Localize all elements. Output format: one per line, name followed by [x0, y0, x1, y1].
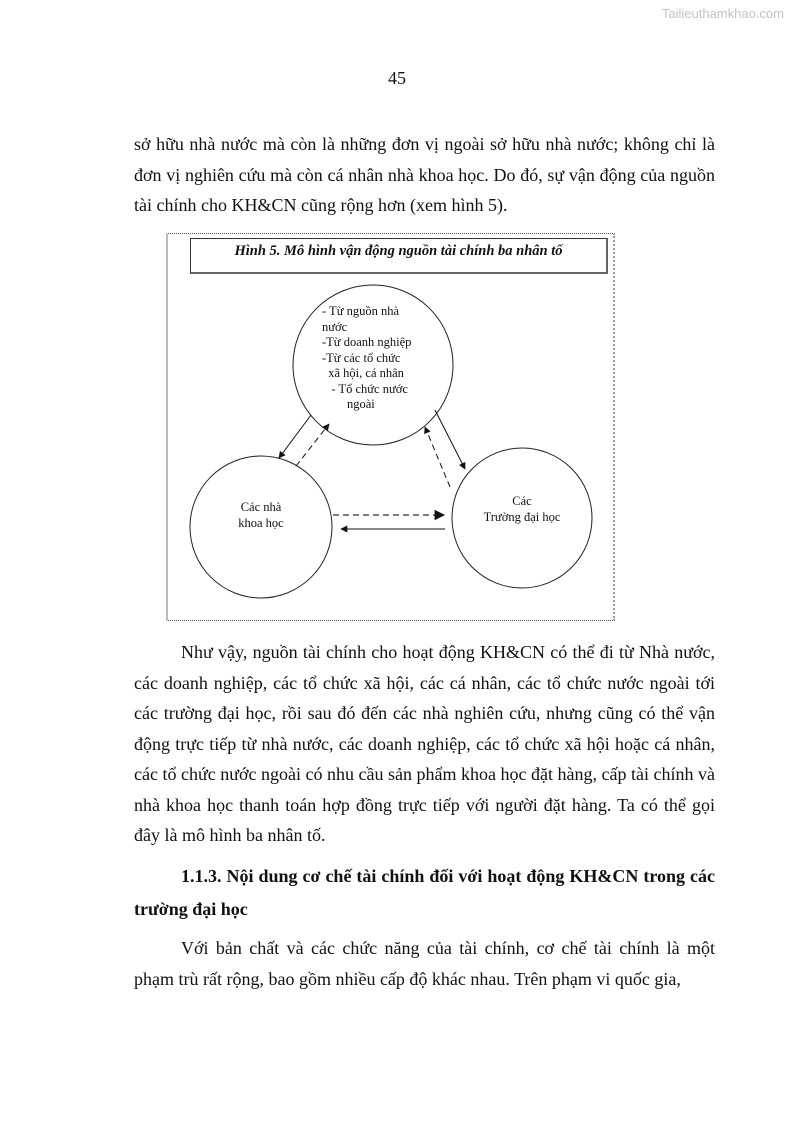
watermark: Tailieuthamkhao.com	[661, 6, 784, 21]
scientists-line-2: khoa học	[238, 515, 284, 530]
funding-line-7: ngoài	[322, 397, 375, 411]
figure-frame	[166, 233, 615, 621]
section-heading: 1.1.3. Nội dung cơ chế tài chính đối với hoạt động KH&CN trong các trường đại học	[134, 866, 715, 919]
paragraph-explanation: Như vậy, nguồn tài chính cho hoạt động KH&CN có thể đi từ Nhà nước, các doanh nghiệp, các tổ chức xã hội, các cá nhân, các tổ chức nước ngoài tới các trường đại học, rồi sau đó đến các nhà nghiên cứu, nhưng cũng có thể vận động trực tiếp từ nhà nước, các doanh nghiệp, các tổ chức xã hội hoặc cá nhân, các tổ chức nước ngoài có nhu cầu sản phẩm khoa học đặt hàng, cấp tài chính và nhà khoa học thanh toán hợp đồng trực tiếp với người đặt hàng. Ta có thể gọi đây là mô hình ba nhân tố.	[134, 642, 715, 845]
funding-line-5: xã hội, cá nhân	[322, 366, 404, 380]
node-scientists-label	[206, 500, 316, 531]
paragraph-section-body: Với bản chất và các chức năng của tài chính, cơ chế tài chính là một phạm trù rất rộng, bao gồm nhiều cấp độ khác nhau. Trên phạm vi quốc gia,	[134, 938, 715, 989]
page-number: 45	[388, 68, 406, 88]
funding-line-2: nước	[322, 319, 348, 334]
paragraph-intro: sở hữu nhà nước mà còn là những đơn vị ngoài sở hữu nhà nước; không chỉ là đơn vị nghiên cứu mà còn cá nhân nhà khoa học. Do đó, sự vận động của nguồn tài chính cho KH&CN cũng rộng hơn (xem hình 5).	[134, 134, 715, 215]
funding-line-3: -Từ doanh nghiệp	[322, 335, 412, 349]
funding-line-1: - Từ nguồn nhà	[322, 304, 400, 318]
universities-line-1: Các	[512, 494, 532, 508]
node-universities-label	[462, 494, 582, 525]
funding-line-4: -Từ các tổ chức	[322, 350, 401, 365]
universities-line-2: Trường đại học	[483, 509, 561, 524]
node-funding-sources-label	[322, 304, 432, 413]
figure-caption: Hình 5. Mô hình vận động nguồn tài chính ba nhân tố	[190, 238, 608, 274]
scientists-line-1: Các nhà	[240, 500, 282, 514]
funding-line-6: - Tổ chức nước	[322, 381, 408, 396]
